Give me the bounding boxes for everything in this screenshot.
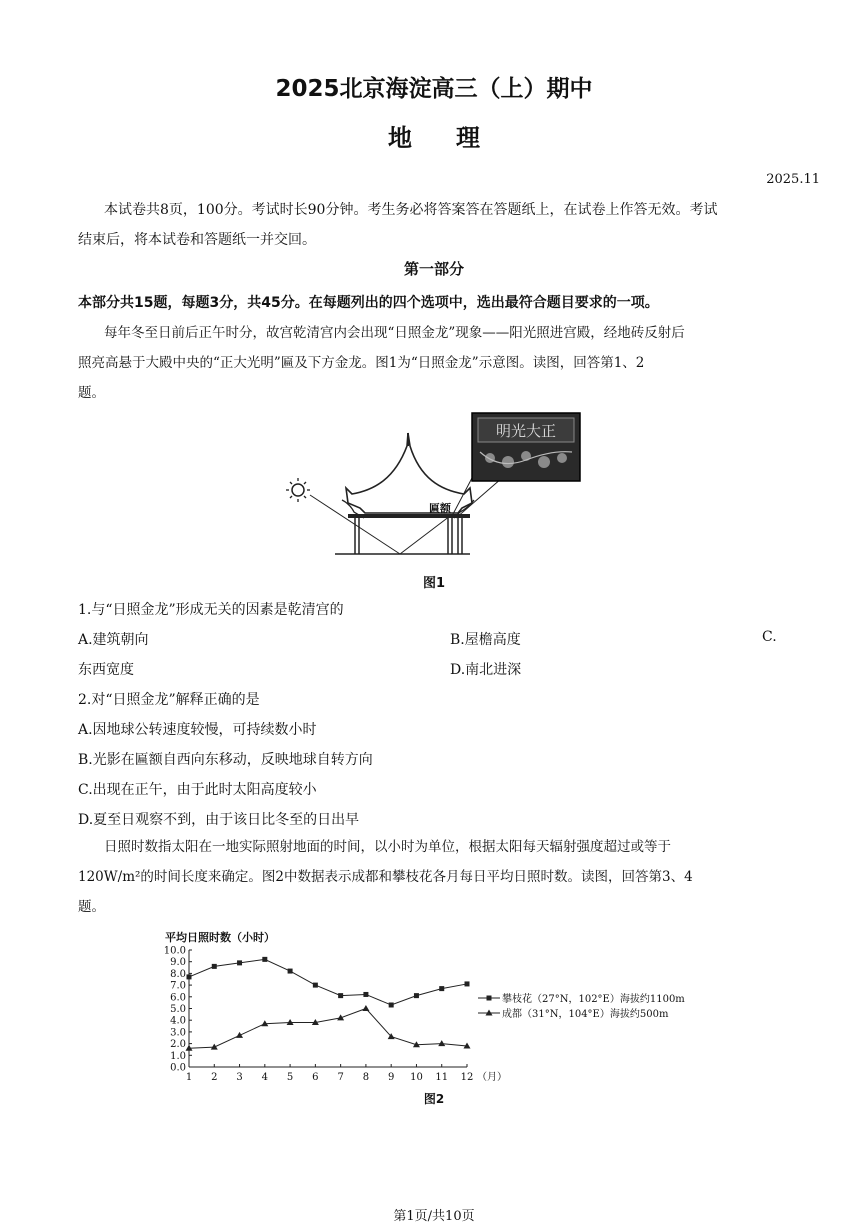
series-line-1 (189, 959, 467, 1005)
figure1-diagram (280, 408, 590, 563)
page-footer: 第1页/共10页 (393, 1209, 475, 1224)
x-tick-label: 2 (211, 1072, 218, 1083)
data-point-panzhihua (187, 974, 192, 979)
y-axis-label: 平均日照时数（小时） (165, 931, 275, 944)
x-tick-label: 4 (261, 1072, 269, 1083)
q1-stem: 1.与“日照金龙”形成无关的因素是乾清宫的 (78, 602, 344, 618)
q2-option-d: D.夏至日观察不到，由于该日比冬至的日出早 (78, 812, 360, 828)
q2-option-a: A.因地球公转速度较慢，可持续数小时 (78, 722, 317, 738)
instructions-line-2: 结束后，将本试卷和答题纸一并交回。 (78, 232, 316, 248)
plaque-text: 明光大正 (495, 422, 557, 440)
data-point-panzhihua (363, 992, 368, 997)
exam-date: 2025.11 (766, 172, 820, 187)
page-title: 2025北京海淀高三（上）期中 (275, 76, 593, 102)
data-point-chengdu (236, 1032, 243, 1038)
q1-option-c: 东西宽度 (78, 662, 134, 678)
q2-option-c: C.出现在正午，由于此时太阳高度较小 (78, 782, 317, 798)
subject-title: 地理 (388, 124, 524, 152)
data-point-chengdu (362, 1005, 369, 1011)
x-tick-label: 8 (362, 1072, 370, 1083)
data-point-chengdu (211, 1044, 218, 1050)
x-axis-label: （月） (477, 1072, 507, 1083)
q1-option-b: B.屋檐高度 (450, 632, 521, 648)
y-tick-label: 10.0 (163, 945, 186, 957)
passage1-line-1: 每年冬至日前后正午时分，故宫乾清宫内会出现“日照金龙”现象——阳光照进宫殿，经地砖反射后 (104, 325, 685, 341)
plaque-label: 匾额 (429, 502, 451, 515)
data-point-panzhihua (414, 993, 419, 998)
figure1-caption: 图1 (422, 576, 446, 591)
q1-option-a: A.建筑朝向 (78, 632, 149, 648)
x-tick-label: 12 (460, 1072, 474, 1083)
sun-icon (286, 478, 310, 502)
y-tick-label: 8.0 (170, 968, 186, 980)
passage1-line-2: 照亮高悬于大殿中央的“正大光明”匾及下方金龙。图1为“日照金龙”示意图。读图，回答第1、2 (78, 355, 645, 371)
y-tick-label: 4.0 (170, 1015, 186, 1027)
data-point-panzhihua (465, 981, 470, 986)
q2-stem: 2.对“日照金龙”解释正确的是 (78, 692, 260, 708)
data-point-panzhihua (262, 957, 267, 962)
figure2-chart (160, 928, 720, 1088)
data-point-chengdu (438, 1040, 445, 1046)
instructions-line-1: 本试卷共8页，100分。考试时长90分钟。考生务必将答案答在答题纸上，在试卷上作答无效。考试 (104, 202, 718, 218)
figure2-caption: 图2 (423, 1092, 445, 1106)
data-point-panzhihua (288, 969, 293, 974)
legend-marker-square (487, 996, 492, 1001)
y-tick-label: 5.0 (170, 1004, 186, 1015)
data-point-panzhihua (313, 983, 318, 988)
data-point-panzhihua (439, 986, 444, 991)
q1-option-c-prefix: C. (762, 629, 777, 645)
x-tick-label: 7 (337, 1072, 344, 1083)
y-tick-label: 0.0 (170, 1062, 186, 1074)
passage2-line-3: 题。 (78, 899, 105, 915)
part-heading: 第一部分 (403, 260, 464, 278)
y-tick-label: 7.0 (170, 980, 186, 992)
x-tick-label: 11 (435, 1072, 449, 1083)
data-point-panzhihua (389, 1002, 394, 1007)
x-tick-label: 10 (410, 1072, 423, 1083)
y-tick-label: 3.0 (170, 1027, 186, 1039)
y-tick-label: 6.0 (170, 992, 186, 1004)
data-point-panzhihua (237, 960, 242, 965)
y-tick-label: 2.0 (170, 1039, 186, 1051)
part-rule: 本部分共15题，每题3分，共45分。在每题列出的四个选项中，选出最符合题目要求的一项。 (78, 295, 659, 311)
passage2-line-1: 日照时数指太阳在一地实际照射地面的时间，以小时为单位，根据太阳每天辐射强度超过或等于 (104, 839, 671, 855)
passage2-line-2: 120W/m²的时间长度来确定。图2中数据表示成都和攀枝花各月每日平均日照时数。读图，回答第3、4 (78, 869, 693, 885)
data-point-panzhihua (338, 993, 343, 998)
data-point-panzhihua (212, 964, 217, 969)
x-tick-label: 3 (236, 1072, 243, 1083)
legend-label-2: 成都（31°N，104°E）海拔约500m (502, 1009, 669, 1020)
passage1-line-3: 题。 (78, 385, 105, 401)
x-tick-label: 1 (185, 1072, 193, 1083)
series-line-2 (189, 1009, 467, 1049)
x-tick-label: 5 (286, 1072, 294, 1083)
q2-option-b: B.光影在匾额自西向东移动，反映地球自转方向 (78, 752, 373, 768)
x-tick-label: 6 (312, 1072, 319, 1083)
y-tick-label: 9.0 (170, 957, 186, 969)
q1-option-d: D.南北进深 (450, 662, 522, 678)
legend-label-1: 攀枝花（27°N，102°E）海拔约1100m (502, 994, 685, 1005)
x-tick-label: 9 (387, 1072, 395, 1083)
y-tick-label: 1.0 (170, 1050, 186, 1062)
